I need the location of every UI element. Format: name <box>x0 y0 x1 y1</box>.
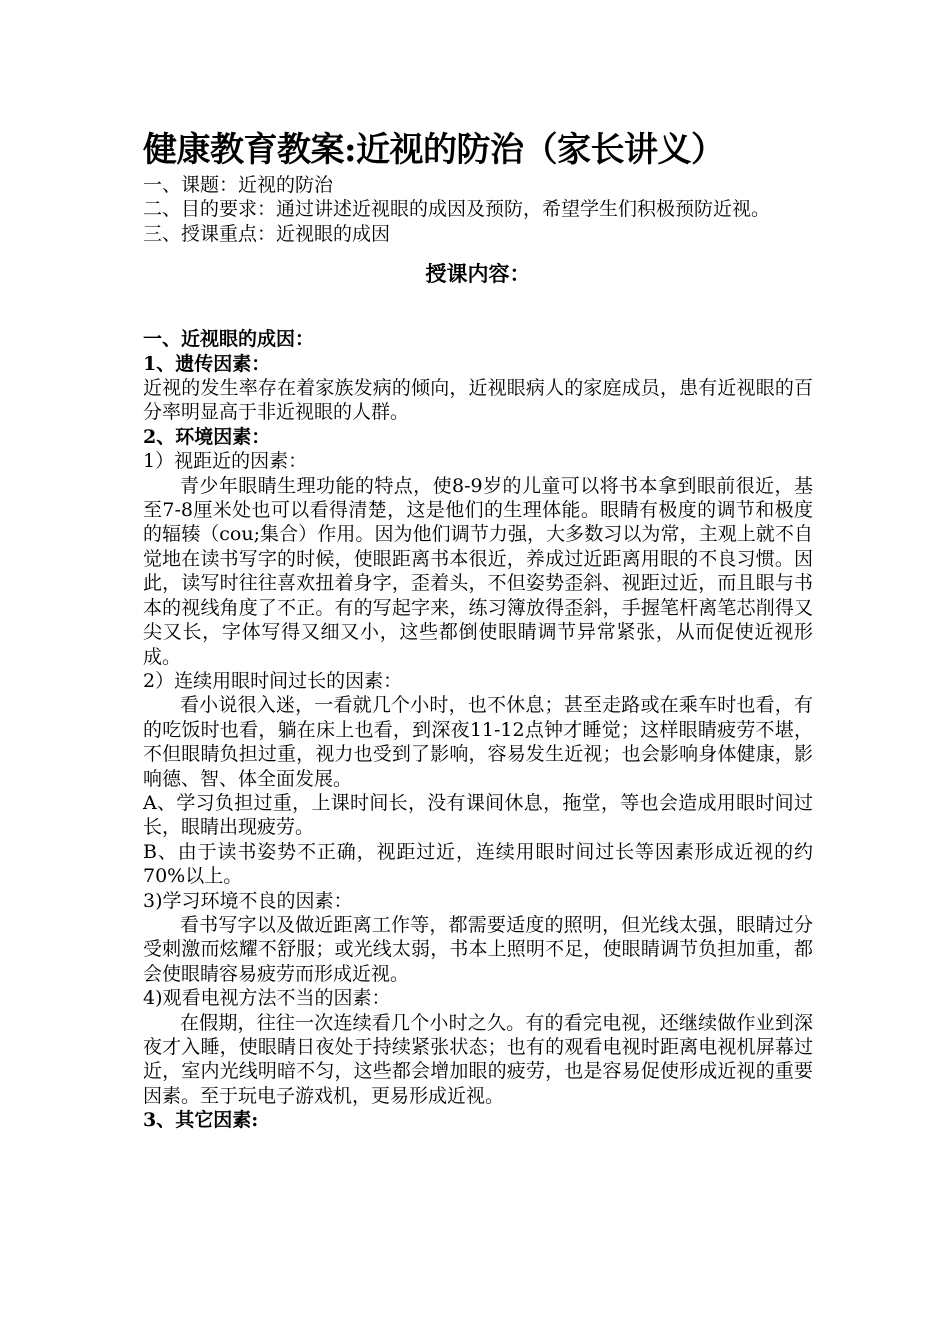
spacer <box>143 288 813 327</box>
sub3-text: 看书写字以及做近距离工作等，都需要适度的照明，但光线太强，眼睛过分受刺激而炫耀不舒服；或光线太弱，书本上照明不足，使眼睛调节负担加重，都会使眼睛容易疲劳而形成近视。 <box>143 913 813 985</box>
genetic-heading: 1、遗传因素： <box>143 352 271 375</box>
sub1-heading: 1）视距近的因素： <box>143 450 308 473</box>
sub3-heading: 3)学习环境不良的因素： <box>143 889 353 912</box>
document-page <box>143 127 813 1133</box>
focus-line: 三、授课重点：近视眼的成因 <box>143 222 391 245</box>
topic-line: 一、课题：近视的防治 <box>143 174 334 196</box>
content-heading: 授课内容： <box>425 261 531 287</box>
section1-heading: 一、近视眼的成因： <box>143 328 315 351</box>
goal-line: 二、目的要求：通过讲述近视眼的成因及预防，希望学生们积极预防近视。 <box>143 198 771 221</box>
sub2-item-a: A、学习负担过重，上课时间长，没有课间休息，拖堂，等也会造成用眼时间过长，眼睛出现疲劳。 <box>143 791 813 839</box>
sub2-text: 看小说很入迷，一看就几个小时，也不休息；甚至走路或在乘车时也看，有的吃饭时也看，躺在床上也看，到深夜11-12点钟才睡觉；这样眼睛疲劳不堪，不但眼睛负担过重，视力也受到了影响，容易发生近视；也会影响身体健康，影响德、智、体全面发展。 <box>143 694 813 790</box>
environment-heading: 2、环境因素： <box>143 425 271 448</box>
sub2-item-b: B、由于读书姿势不正确，视距过近，连续用眼时间过长等因素形成近视的约70%以上。 <box>143 840 813 888</box>
sub2-heading: 2）连续用眼时间过长的因素： <box>143 669 403 692</box>
sub4-heading: 4)观看电视方法不当的因素： <box>143 987 391 1010</box>
sub4-text: 在假期，往往一次连续看几个小时之久。有的看完电视，还继续做作业到深夜才入睡，使眼睛日夜处于持续紧张状态；也有的观看电视时距离电视机屏幕过近，室内光线明暗不匀，这些都会增加眼的疲劳，也是容易促使形成近视的重要因素。至于玩电子游戏机，更易形成近视。 <box>143 1011 813 1107</box>
sub1-text: 青少年眼睛生理功能的特点，使8-9岁的儿童可以将书本拿到眼前很近，基至7-8厘米处也可以看得清楚，这是他们的生理体能。眼睛有极度的调节和极度的辐辏（cou;集合）作用。因为他们调节力强，大多数习以为常，主观上就不自觉地在读书写字的时候，使眼距离书本很近，养成过近距离用眼的不良习惯。因此，读写时往往喜欢扭着身字，歪着头，不但姿势歪斜、视距过近，而且眼与书本的视线角度了不正。有的写起字来，练习簿放得歪斜，手握笔杆离笔芯削得又尖又长，字体写得又细又小，这些都倒使眼睛调节异常紧张，从而促使近视形成。 <box>143 474 813 668</box>
document-title: 健康教育教案:近视的防治（家长讲义） <box>143 130 725 170</box>
genetic-text: 近视的发生率存在着家族发病的倾向，近视眼病人的家庭成员，患有近视眼的百分率明显高于非近视眼的人群。 <box>143 377 813 424</box>
other-heading: 3、其它因素: <box>143 1109 259 1132</box>
